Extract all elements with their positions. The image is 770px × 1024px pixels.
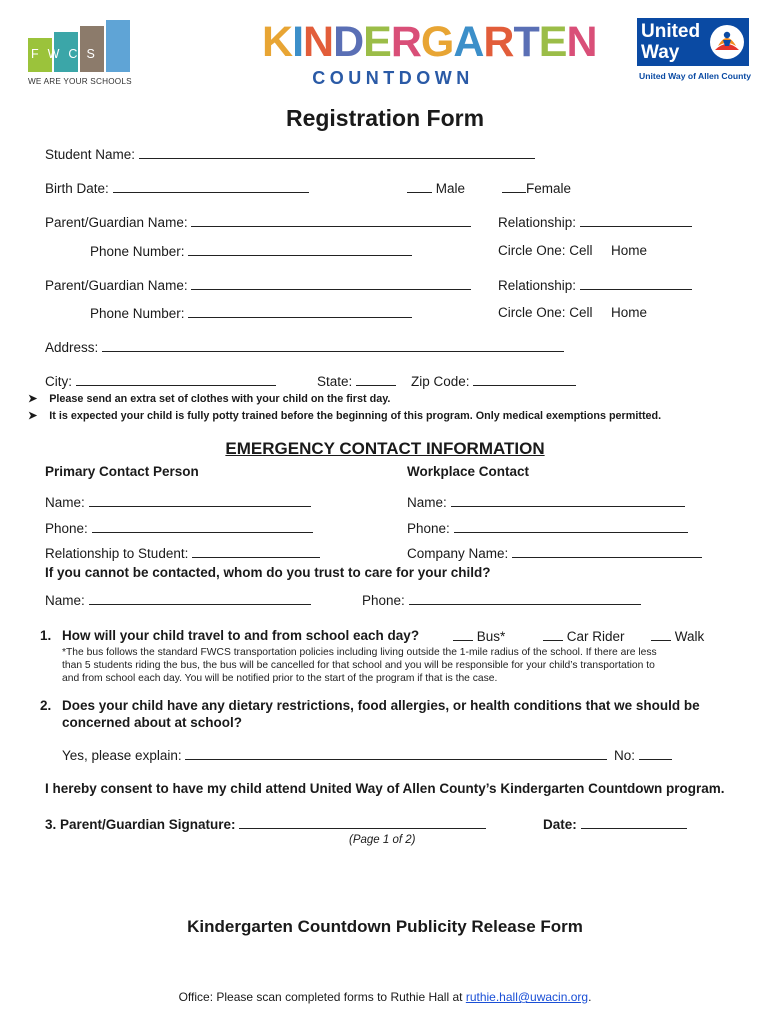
consent-statement: I hereby consent to have my child attend United Way of Allen County’s Kindergarten Countdown program. [45, 781, 725, 796]
uw-name-line2: Way [641, 42, 680, 63]
workplace-name-row [407, 494, 685, 510]
zip-row [411, 373, 576, 389]
q1-text: How will your child travel to and from school each day? [62, 628, 420, 643]
walk-checkbox[interactable] [651, 628, 671, 641]
car-rider-checkbox[interactable] [543, 628, 563, 641]
kc-logo-letter: R [483, 18, 514, 66]
primary-phone-field[interactable] [92, 520, 313, 533]
kc-logo-letter: A [453, 18, 484, 66]
walk-option [651, 628, 704, 644]
relationship-student-field[interactable] [192, 545, 320, 558]
form-title: Registration Form [285, 105, 485, 131]
office-footer-text: Office: Please scan completed forms to Ruthie Hall at [178, 990, 463, 1004]
signature-field[interactable] [239, 816, 486, 829]
parent1-circle-one [498, 243, 593, 258]
bus-label: Bus* [476, 629, 506, 644]
bus-note-line1: *The bus follows the standard FWCS transportation policies including living outside the 1-mile radius of the school. If there are less [62, 647, 657, 658]
kc-logo-letter: N [303, 18, 334, 66]
state-field[interactable] [356, 373, 396, 386]
fwcs-tagline: WE ARE YOUR SCHOOLS [28, 77, 132, 86]
bullet-extra-clothes-text: Please send an extra set of clothes with your child on the first day. [49, 393, 391, 405]
bus-note-line3: and from school each day. You will be notified prior to the start of the program if that is the case. [62, 673, 498, 684]
bullet-extra-clothes [28, 392, 390, 405]
bus-checkbox[interactable] [453, 628, 473, 641]
primary-phone-label: Phone: [45, 521, 88, 536]
kc-logo-letter: N [566, 18, 597, 66]
q1-number: 1. [40, 628, 52, 643]
trust-name-label: Name: [45, 593, 85, 608]
parent2-phone-label: Phone Number: [90, 306, 185, 321]
parent2-relationship-label: Relationship: [498, 278, 577, 293]
workplace-name-field[interactable] [451, 494, 685, 507]
parent1-phone-label: Phone Number: [90, 244, 185, 259]
zip-label: Zip Code: [411, 374, 470, 389]
kc-logo-letter: T [513, 18, 539, 66]
birth-date-field[interactable] [113, 180, 309, 193]
trust-name-row [45, 592, 311, 608]
bullet-potty-trained [28, 409, 661, 422]
workplace-phone-label: Phone: [407, 521, 450, 536]
trust-question: If you cannot be contacted, whom do you trust to care for your child? [45, 565, 491, 580]
state-label: State: [317, 374, 353, 389]
parent1-home-option[interactable]: Home [611, 243, 648, 258]
page-number: (Page 1 of 2) [349, 834, 416, 846]
arrow-bullet-icon: ➤ [28, 410, 38, 422]
fwcs-letters: FWCS [31, 47, 104, 61]
date-row [543, 816, 687, 832]
publicity-release-title: Kindergarten Countdown Publicity Release Form [187, 917, 583, 936]
workplace-name-label: Name: [407, 495, 447, 510]
city-field[interactable] [76, 373, 276, 386]
kindergarten-countdown-logo [262, 18, 597, 92]
parent2-circle-one [498, 305, 593, 320]
parent2-phone-field[interactable] [188, 305, 412, 318]
address-row [45, 339, 564, 355]
relationship-student-label: Relationship to Student: [45, 546, 189, 561]
uw-name-line1: United [641, 21, 701, 42]
emergency-heading [0, 439, 770, 459]
primary-contact-heading: Primary Contact Person [45, 464, 199, 479]
student-name-label: Student Name: [45, 147, 136, 162]
parent1-name-field[interactable] [191, 214, 471, 227]
relationship-student-row [45, 545, 320, 561]
parent1-phone-row [90, 243, 412, 259]
birth-date-row [45, 180, 309, 196]
company-name-label: Company Name: [407, 546, 509, 561]
kc-logo-letter: E [538, 18, 567, 66]
yes-explain-label: Yes, please explain: [62, 748, 182, 763]
parent2-cell-option[interactable]: Circle One: Cell [498, 305, 593, 320]
yes-explain-field[interactable] [185, 747, 607, 760]
parent1-relationship-label: Relationship: [498, 215, 577, 230]
q2-text-line1: Does your child have any dietary restrictions, food allergies, or health conditions that we should be [62, 698, 700, 713]
kc-logo-letter: G [420, 18, 454, 66]
male-option [407, 180, 465, 196]
parent2-name-label: Parent/Guardian Name: [45, 278, 188, 293]
parent2-name-row [45, 277, 471, 293]
kc-logo-letter: D [333, 18, 364, 66]
male-checkbox[interactable] [407, 180, 432, 193]
zip-field[interactable] [473, 373, 576, 386]
united-way-emblem-icon [709, 24, 745, 60]
male-label: Male [435, 181, 466, 196]
trust-phone-field[interactable] [409, 592, 641, 605]
signature-label: 3. Parent/Guardian Signature: [45, 817, 236, 832]
car-rider-option [543, 628, 625, 644]
car-rider-label: Car Rider [566, 629, 625, 644]
parent1-relationship-row [498, 214, 692, 230]
parent2-home-option[interactable]: Home [611, 305, 648, 320]
trust-name-field[interactable] [89, 592, 311, 605]
bus-note-line2: than 5 students riding the bus, the bus will be cancelled for that school and you will be responsible for your child’s transportation to [62, 660, 655, 671]
birth-date-label: Birth Date: [45, 181, 109, 196]
fwcs-logo-blocks [28, 20, 132, 72]
student-name-field[interactable] [139, 146, 535, 159]
date-field[interactable] [581, 816, 687, 829]
arrow-bullet-icon: ➤ [28, 393, 38, 405]
q2-text-line2: concerned about at school? [62, 715, 243, 730]
q2-number: 2. [40, 698, 52, 713]
female-checkbox[interactable] [502, 180, 526, 193]
kc-logo-subtitle: COUNTDOWN [312, 68, 474, 88]
trust-phone-label: Phone: [362, 593, 405, 608]
kc-logo-letter: R [390, 18, 421, 66]
kc-logo-title [262, 18, 597, 66]
parent1-name-label: Parent/Guardian Name: [45, 215, 188, 230]
parent2-name-field[interactable] [191, 277, 471, 290]
bus-option [453, 628, 505, 644]
city-label: City: [45, 374, 72, 389]
parent2-phone-row [90, 305, 412, 321]
address-field[interactable] [102, 339, 564, 352]
parent2-relationship-field[interactable] [580, 277, 692, 290]
parent1-relationship-field[interactable] [580, 214, 692, 227]
signature-row [45, 816, 486, 832]
office-email-link[interactable]: ruthie.hall@uwacin.org [465, 990, 589, 1004]
date-label: Date: [543, 817, 577, 832]
city-row [45, 373, 276, 389]
united-way-logo [637, 18, 752, 84]
bullet-potty-trained-text: It is expected your child is fully potty trained before the beginning of this program. Only medical exemptions permitted. [49, 410, 662, 422]
parent1-cell-option[interactable]: Circle One: Cell [498, 243, 593, 258]
kc-logo-letter: E [363, 18, 391, 66]
primary-name-row [45, 494, 311, 510]
primary-name-field[interactable] [89, 494, 311, 507]
state-row [317, 373, 396, 389]
walk-label: Walk [674, 629, 705, 644]
workplace-contact-heading: Workplace Contact [407, 464, 530, 479]
company-name-row [407, 545, 702, 561]
no-field[interactable] [639, 747, 672, 760]
yes-explain-row [62, 747, 607, 763]
office-footer-period: . [588, 990, 592, 1004]
no-row [614, 747, 672, 763]
company-name-field[interactable] [512, 545, 702, 558]
primary-name-label: Name: [45, 495, 85, 510]
parent1-name-row [45, 214, 471, 230]
kc-logo-letter: K [262, 18, 293, 66]
fwcs-logo [28, 20, 132, 88]
trust-phone-row [362, 592, 641, 608]
student-name-row [45, 146, 535, 162]
workplace-phone-field[interactable] [454, 520, 688, 533]
female-option [502, 180, 571, 196]
primary-phone-row [45, 520, 313, 536]
female-label: Female [526, 181, 572, 196]
emergency-heading-text: EMERGENCY CONTACT INFORMATION [225, 439, 545, 458]
parent2-relationship-row [498, 277, 692, 293]
parent1-phone-field[interactable] [188, 243, 412, 256]
kc-logo-letter: I [292, 18, 304, 66]
no-label: No: [614, 748, 636, 763]
office-footer [0, 990, 770, 1004]
address-label: Address: [45, 340, 99, 355]
workplace-phone-row [407, 520, 688, 536]
uw-county-name: United Way of Allen County [639, 71, 752, 81]
